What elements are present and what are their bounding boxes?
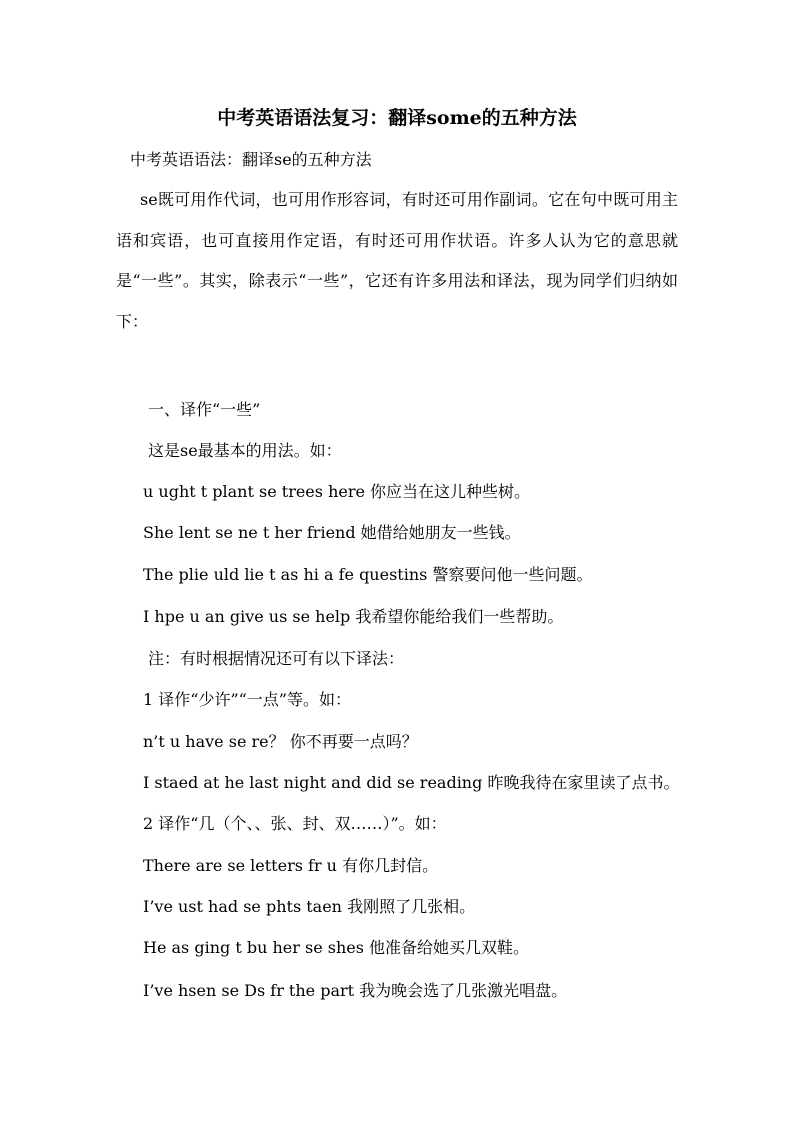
section-1-heading: 一、译作“一些” xyxy=(148,400,261,419)
example-sentence: There are se letters fr u 有你几封信。 xyxy=(143,856,439,875)
example-sentence: She lent se ne t her friend 她借给她朋友一些钱。 xyxy=(143,523,521,542)
note: 注：有时根据情况还可有以下译法： xyxy=(148,649,405,668)
example-sentence: I hpe u an give us se help 我希望你能给我们一些帮助。 xyxy=(143,607,564,626)
example-sentence: u ught t plant se trees here 你应当在这儿种些树。 xyxy=(143,482,531,501)
intro-paragraph: se既可用作代词，也可用作形容词，有时还可用作副词。它在句中既可用主语和宾语，也可直接用作定语，有时还可用作状语。许多人认为它的意思就是“一些”。其实，除表示“一些”，它还有许多用法和译法，现为同学们归纳如下： xyxy=(116,190,678,331)
subsection-1-heading: 1 译作“少许”“一点”等。如： xyxy=(143,690,351,709)
section-1-lead: 这是se最基本的用法。如： xyxy=(148,441,342,460)
example-sentence: I’ve ust had se phts taen 我刚照了几张相。 xyxy=(143,897,476,916)
subtitle: 中考英语语法：翻译se的五种方法 xyxy=(130,150,372,169)
example-sentence: I staed at he last night and did se reading 昨晚我待在家里读了点书。 xyxy=(143,773,680,792)
example-sentence: n’t u have se re？ 你不再要一点吗？ xyxy=(143,732,418,751)
example-sentence: He as ging t bu her se shes 他准备给她买几双鞋。 xyxy=(143,938,530,957)
example-sentence: The plie uld lie t as hi a fe questins 警察要问他一些问题。 xyxy=(143,565,593,584)
example-sentence: I’ve hsen se Ds fr the part 我为晚会选了几张激光唱盘。 xyxy=(143,981,568,1000)
subsection-2-heading: 2 译作“几（个、、张、封、双……）”。如： xyxy=(143,814,447,833)
document-title: 中考英语语法复习：翻译some的五种方法 xyxy=(217,107,577,129)
